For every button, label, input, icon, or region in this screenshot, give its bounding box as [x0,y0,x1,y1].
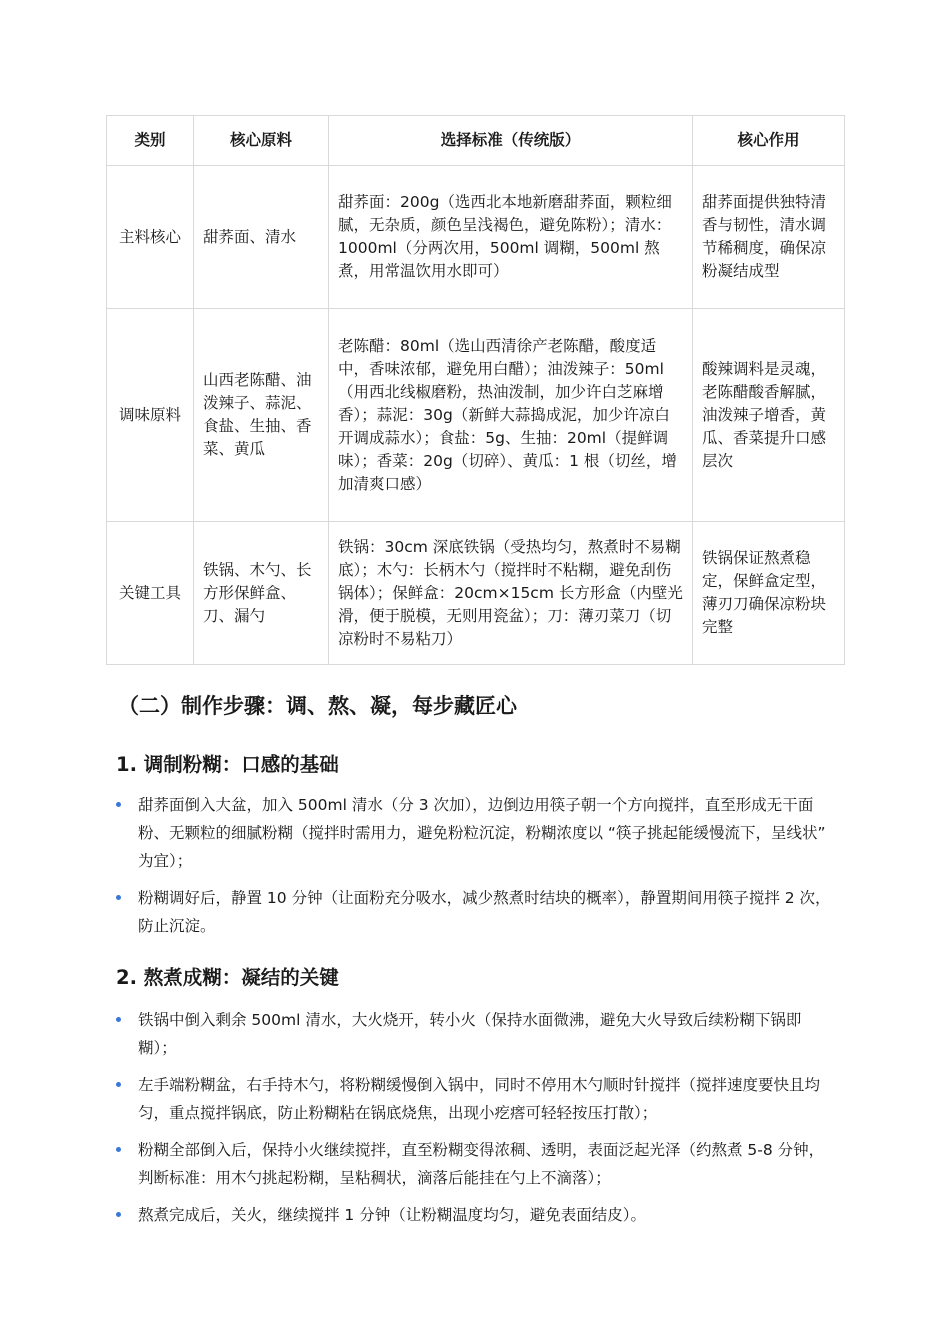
table-header-row [107,116,845,166]
list-item [116,1201,838,1229]
list-item-text: 甜荞面倒入大盆，加入 500ml 清水（分 3 次加），边倒边用筷子朝一个方向搅拌，直至形成无干面粉、无颗粒的细腻粉糊（搅拌时需用力，避免粉粒沉淀，粉糊浓度以 “筷子挑起能缓慢流下，呈线状” 为宜）； [138,796,826,870]
bullet-dot-icon [116,802,121,807]
list-item-text: 粉糊调好后，静置 10 分钟（让面粉充分吸水，减少熬煮时结块的概率），静置期间用筷子搅拌 2 次，防止沉淀。 [138,889,831,935]
header-ingredients: 核心原料 [194,116,329,166]
cell-standard: 老陈醋：80ml（选山西清徐产老陈醋，酸度适中，香味浓郁，避免用白醋）；油泼辣子：50ml（用西北线椒磨粉，热油泼制，加少许白芝麻增香）；蒜泥：30g（新鲜大蒜捣成泥，加少许凉白开调成蒜水）；食盐：5g、生抽：20ml（提鲜调味）；香菜：20g（切碎）、黄瓜：1 根（切丝，增加清爽口感） [329,309,693,522]
cell-role: 甜荞面提供独特清香与韧性，清水调节稀稠度，确保凉粉凝结成型 [693,166,845,309]
header-category: 类别 [107,116,194,166]
cell-ingredients: 甜荞面、清水 [194,166,329,309]
list-item-text: 熬煮完成后，关火，继续搅拌 1 分钟（让粉糊温度均匀，避免表面结皮）。 [138,1206,646,1224]
bullet-dot-icon [116,895,121,900]
step-heading: 2. 熬煮成糊：凝结的关键 [116,966,339,989]
table-row [107,522,845,665]
cell-role: 酸辣调料是灵魂，老陈醋酸香解腻，油泼辣子增香，黄瓜、香菜提升口感层次 [693,309,845,522]
cell-ingredients: 铁锅、木勺、长方形保鲜盒、刀、漏勺 [194,522,329,665]
table-row [107,166,845,309]
list-item-text: 粉糊全部倒入后，保持小火继续搅拌，直至粉糊变得浓稠、透明，表面泛起光泽（约熬煮 5-8 分钟，判断标准：用木勺挑起粉糊，呈粘稠状，滴落后能挂在勺上不滴落）； [138,1141,825,1187]
cell-ingredients: 山西老陈醋、油泼辣子、蒜泥、食盐、生抽、香菜、黄瓜 [194,309,329,522]
list-item-text: 左手端粉糊盆，右手持木勺，将粉糊缓慢倒入锅中，同时不停用木勺顺时针搅拌（搅拌速度要快且均匀，重点搅拌锅底，防止粉糊粘在锅底烧焦，出现小疙瘩可轻轻按压打散）； [138,1076,821,1122]
bullet-dot-icon [116,1212,121,1217]
list-item-text: 铁锅中倒入剩余 500ml 清水，大火烧开，转小火（保持水面微沸，避免大火导致后续粉糊下锅即糊）； [138,1011,802,1057]
list-item [116,1006,838,1062]
ingredients-table [106,115,845,665]
step-bullet-list [116,791,838,949]
list-item [116,1071,838,1127]
cell-standard: 甜荞面：200g（选西北本地新磨甜荞面，颗粒细腻，无杂质，颜色呈浅褐色，避免陈粉）；清水：1000ml（分两次用，500ml 调糊，500ml 熬煮，用常温饮用水即可） [329,166,693,309]
step-heading: 1. 调制粉糊：口感的基础 [116,753,339,776]
cell-category: 调味原料 [107,309,194,522]
bullet-dot-icon [116,1017,121,1022]
list-item [116,884,838,940]
cell-category: 主料核心 [107,166,194,309]
header-standard: 选择标准（传统版） [329,116,693,166]
cell-role: 铁锅保证熬煮稳定，保鲜盒定型，薄刃刀确保凉粉块完整 [693,522,845,665]
header-role: 核心作用 [693,116,845,166]
step-bullet-list [116,1006,838,1238]
table-row [107,309,845,522]
cell-category: 关键工具 [107,522,194,665]
list-item [116,791,838,875]
bullet-dot-icon [116,1082,121,1087]
list-item [116,1136,838,1192]
bullet-dot-icon [116,1147,121,1152]
section-title: （二）制作步骤：调、熬、凝，每步藏匠心 [118,694,517,718]
cell-standard: 铁锅：30cm 深底铁锅（受热均匀，熬煮时不易糊底）；木勺：长柄木勺（搅拌时不粘糊，避免刮伤锅体）；保鲜盒：20cm×15cm 长方形盒（内壁光滑，便于脱模，无则用瓷盆）；刀：薄刃菜刀（切凉粉时不易粘刀） [329,522,693,665]
